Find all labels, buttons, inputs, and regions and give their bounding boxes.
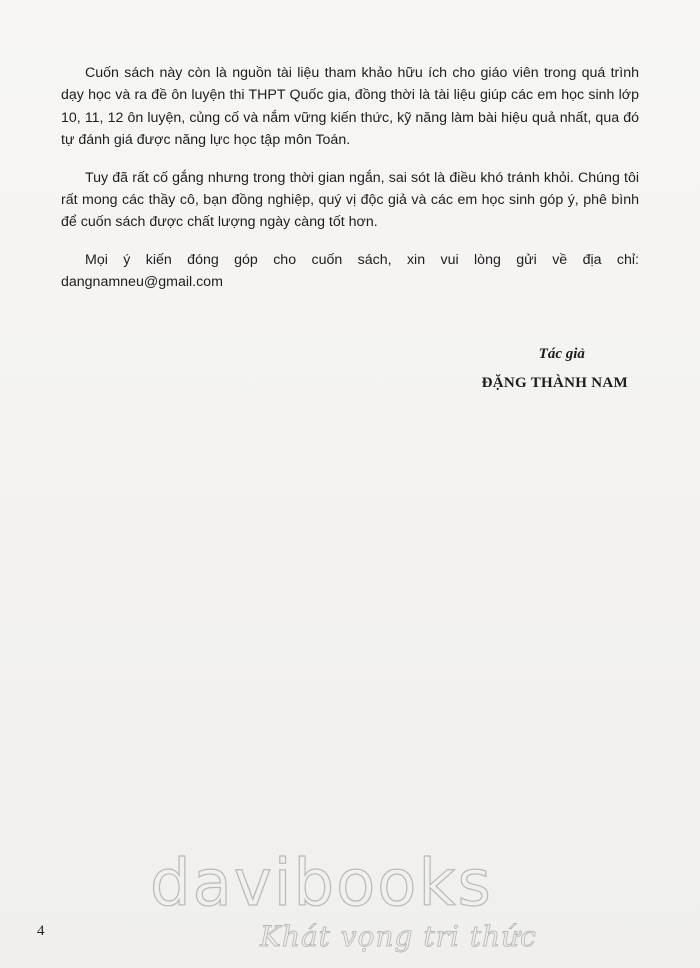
publisher-watermark: [150, 848, 550, 966]
signature-name: ĐẶNG THÀNH NAM: [481, 375, 628, 391]
author-signature: [482, 344, 628, 393]
watermark-slogan: Khát vọng tri thức: [260, 920, 537, 953]
paragraph-reference-usage: Cuốn sách này còn là nguồn tài liệu tham khảo hữu ích cho giáo viên trong quá trình dạy học và ra đề ôn luyện thi THPT Quốc gia, đồng thời là tài liệu giúp các em học sinh lớp 10, 11, 12 ôn luyện, củng cố và nắm vững kiến thức, kỹ năng làm bài hiệu quả nhất, qua đó tự đánh giá được năng lực học tập môn Toán.: [61, 65, 639, 149]
page-number: 4: [37, 923, 45, 939]
paragraph-contact: Mọi ý kiến đóng góp cho cuốn sách, xin vui lòng gửi về địa chỉ: dangnamneu@gmail.com: [61, 251, 639, 291]
signature-role: Tác giả: [538, 346, 585, 362]
body-text: [61, 62, 639, 309]
paragraph-errata-request: Tuy đã rất cố gắng nhưng trong thời gian ngắn, sai sót là điều khó tránh khỏi. Chúng tôi rất mong các thầy cô, bạn đồng nghiệp, quý vị độc giả và các em học sinh góp ý, phê bình để cuốn sách được chất lượng ngày càng tốt hơn.: [61, 169, 639, 231]
watermark-brand: davibooks: [150, 847, 493, 921]
